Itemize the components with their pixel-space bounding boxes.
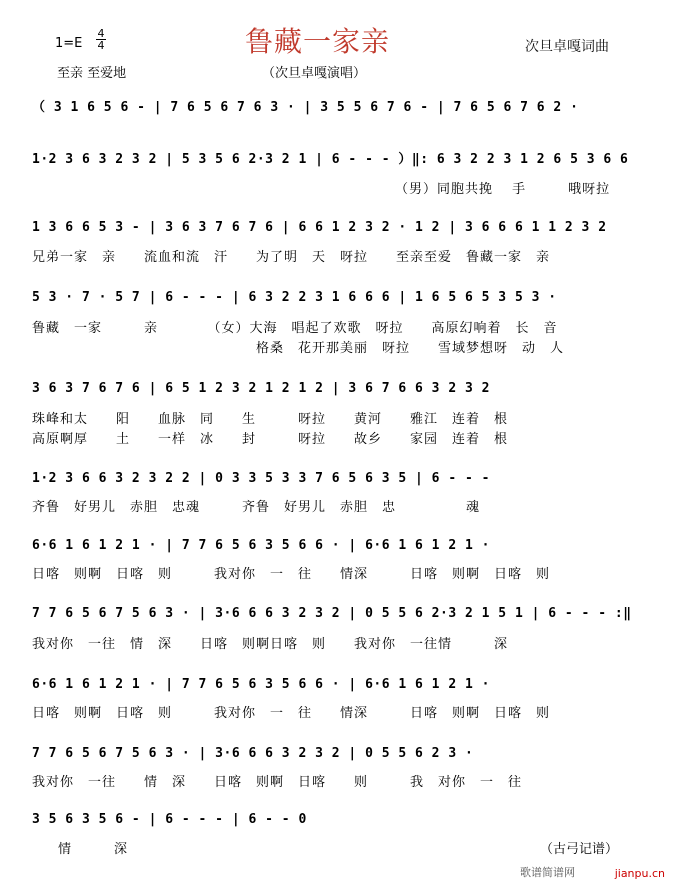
notation-row-4: 5 3 · 7 · 5 7 | 6 - - - | 6 3 2 2 3 1 6 6 6 | 1 6 5 6 5 3 5 3 ·	[32, 290, 557, 305]
notation-row-8: 7 7 6 5 6 7 5 6 3 · | 3·6 6 6 3 2 3 2 | 0 5 5 6 2·3 2 1 5 1 | 6 - - - :‖	[32, 606, 632, 621]
notation-row-2: 1·2 3 6 3 2 3 2 | 5 3 5 6 2·3 2 1 | 6 - - - ）‖: 6 3 2 2 3 1 2 6 5 3 6 6	[32, 152, 629, 167]
time-signature-top: 4	[97, 27, 105, 40]
lyrics-row-2: （男）同胞共挽 手 哦呀拉	[395, 182, 611, 197]
notation-row-5: 3 6 3 7 6 7 6 | 6 5 1 2 3 2 1 2 1 2 | 3 6 7 6 6 3 2 3 2	[32, 381, 490, 396]
notation-row-9: 6·6 1 6 1 2 1 · | 7 7 6 5 6 3 5 6 6 · | 6·6 1 6 1 2 1 ·	[32, 677, 490, 692]
time-signature-bottom: 4	[97, 39, 105, 52]
notation-row-7: 6·6 1 6 1 2 1 · | 7 7 6 5 6 3 5 6 6 · | 6·6 1 6 1 2 1 ·	[32, 538, 490, 553]
lyrics-row-5b: 高原啊厚 土 一样 冰 封 呀拉 故乡 家园 连着 根	[32, 432, 509, 447]
notation-row-11: 3 5 6 3 5 6 - | 6 - - - | 6 - - 0	[32, 812, 307, 827]
notation-row-10: 7 7 6 5 6 7 5 6 3 · | 3·6 6 6 3 2 3 2 | 0 5 5 6 2 3 ·	[32, 746, 474, 761]
song-title: 鲁藏一家亲	[245, 25, 391, 58]
lyrics-row-11: 情 深	[58, 842, 129, 857]
lyrics-row-5a: 珠峰和太 阳 血脉 同 生 呀拉 黄河 雅江 连着 根	[32, 412, 509, 427]
watermark-site-name: 歌谱简谱网	[520, 866, 575, 879]
lyrics-row-9: 日喀 则啊 日喀 则 我对你 一 往 情深 日喀 则啊 日喀 则	[32, 706, 551, 721]
notation-row-1: （ 3 1 6 5 6 - | 7 6 5 6 7 6 3 · | 3 5 5 6 7 6 - | 7 6 5 6 7 6 2 ·	[32, 100, 579, 115]
recorder-credit: （古弓记谱）	[540, 842, 619, 857]
lyrics-row-7: 日喀 则啊 日喀 则 我对你 一 往 情深 日喀 则啊 日喀 则	[32, 567, 551, 582]
notation-row-6: 1·2 3 6 6 3 2 3 2 2 | 0 3 3 5 3 3 7 6 5 6 3 5 | 6 - - -	[32, 471, 490, 486]
composer-credit: 次旦卓嘎词曲	[525, 39, 609, 55]
key-signature: 1=E	[55, 36, 83, 51]
lyrics-row-4a: 鲁藏 一家 亲 （女）大海 唱起了欢歌 呀拉 高原幻响着 长 音	[32, 321, 558, 336]
notation-row-3: 1 3 6 6 5 3 - | 3 6 3 7 6 7 6 | 6 6 1 2 3 2 · 1 2 | 3 6 6 6 1 1 2 3 2	[32, 220, 607, 235]
lyrics-row-10: 我对你 一往 情 深 日喀 则啊 日喀 则 我 对你 一 往	[32, 775, 523, 790]
lyrics-row-4b: 格桑 花开那美丽 呀拉 雪域梦想呀 动 人	[32, 341, 565, 356]
time-signature	[96, 28, 106, 51]
lyrics-row-3: 兄弟一家 亲 流血和流 汗 为了明 天 呀拉 至亲至爱 鲁藏一家 亲	[32, 250, 551, 265]
subtitle: 至亲 至爱地	[57, 66, 127, 81]
singer-credit: （次旦卓嘎演唱）	[262, 66, 367, 81]
lyrics-row-8: 我对你 一往 情 深 日喀 则啊日喀 则 我对你 一往情 深	[32, 637, 509, 652]
watermark-url: jianpu.cn	[614, 867, 665, 880]
lyrics-row-6: 齐鲁 好男儿 赤胆 忠魂 齐鲁 好男儿 赤胆 忠 魂	[32, 500, 481, 515]
